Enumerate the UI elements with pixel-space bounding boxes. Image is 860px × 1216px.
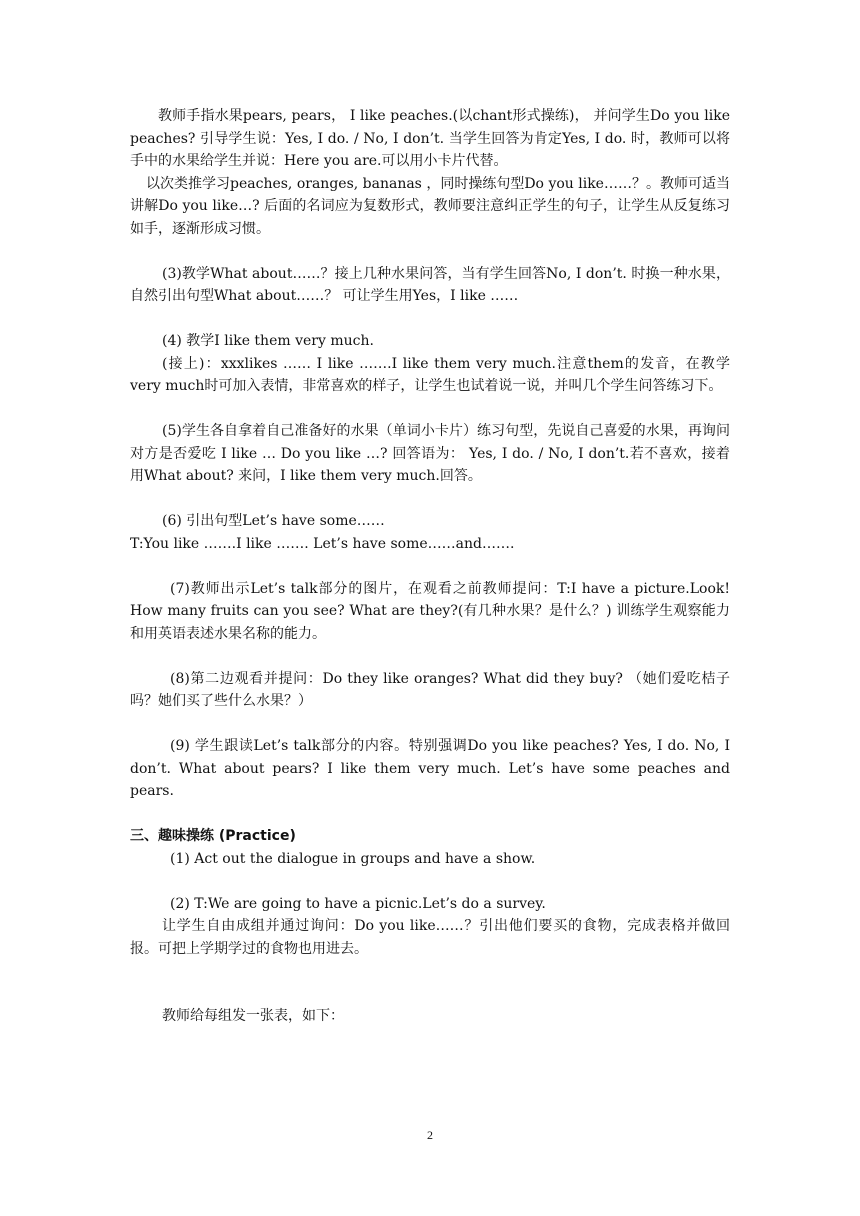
paragraph-step-4-title: (4) 教学I like them very much. [162, 333, 374, 349]
paragraph-step-5: (5)学生各自拿着自己准备好的水果（单词小卡片）练习句型，先说自己喜爱的水果，再询问对方是否爱吃 I like … Do you like …? 回答语为： Yes, I do. / No, I don’t.若不喜欢，接着用What about? 来问，I like them very much.回答。 [130, 423, 730, 484]
paragraph-practice-4: 教师给每组发一张表，如下： [162, 1008, 344, 1024]
paragraph-step-4-body: (接上)：xxxlikes …… I like …….I like them very much.注意them的发音，在教学very much时可加入表情，非常喜欢的样子，让学生也试着说一说，并叫几个学生问答练习下。 [130, 355, 730, 394]
paragraph-practice-3: 让学生自由成组并通过询问：Do you like……？引出他们要买的食物，完成表格并做回报。可把上学期学过的食物也用进去。 [130, 918, 730, 957]
paragraph-step-8: (8)第二边观看并提问：Do they like oranges? What did they buy? （她们爱吃桔子吗？她们买了些什么水果？） [130, 670, 730, 709]
paragraph-step-9: (9) 学生跟读Let’s talk部分的内容。特别强调Do you like peaches? Yes, I do. No, I don’t. What about pears? I like them very much. Let’s have some peaches and pears. [130, 738, 735, 799]
section-heading-practice: 三、趣味操练 (Practice) [130, 828, 296, 844]
paragraph-practice-1: (1) Act out the dialogue in groups and have a show. [170, 850, 536, 867]
paragraph-peaches-oranges: 以次类推学习peaches, oranges, bananas ，同时操练句型Do you like……？。教师可适当讲解Do you like…? 后面的名词应为复数形式，教师要注意纠正学生的句子，让学生从反复练习如手，逐渐形成习惯。 [130, 175, 730, 237]
paragraph-step-6-title: (6) 引出句型Let’s have some…… [162, 513, 385, 529]
paragraph-step-7: (7)教师出示Let’s talk部分的图片，在观看之前教师提问：T:I have a picture.Look! How many fruits can you see? What are they?(有几种水果？是什么？) 训练学生观察能力和用英语表述水果名称的能力。 [130, 580, 735, 642]
paragraph-step-6-body: T:You like …….I like ……. Let’s have some……and……. [130, 535, 515, 552]
document-body [130, 105, 735, 1028]
paragraph-step-3: (3)教学What about……？接上几种水果问答，当有学生回答No, I don’t. 时换一种水果，自然引出句型What about……？ 可让学生用Yes，I like …… [130, 265, 730, 304]
paragraph-pears-chant: 教师手指水果pears, pears， I like peaches.(以chant形式操练)， 并问学生Do you like peaches? 引导学生说：Yes, I do. / No, I don’t. 当学生回答为肯定Yes, I do. 时，教师可以将手中的水果给学生并说：Here you are.可以用小卡片代替。 [130, 108, 735, 169]
page-number: 2 [427, 1128, 433, 1142]
paragraph-practice-2: (2) T:We are going to have a picnic.Let’s do a survey. [170, 895, 546, 912]
